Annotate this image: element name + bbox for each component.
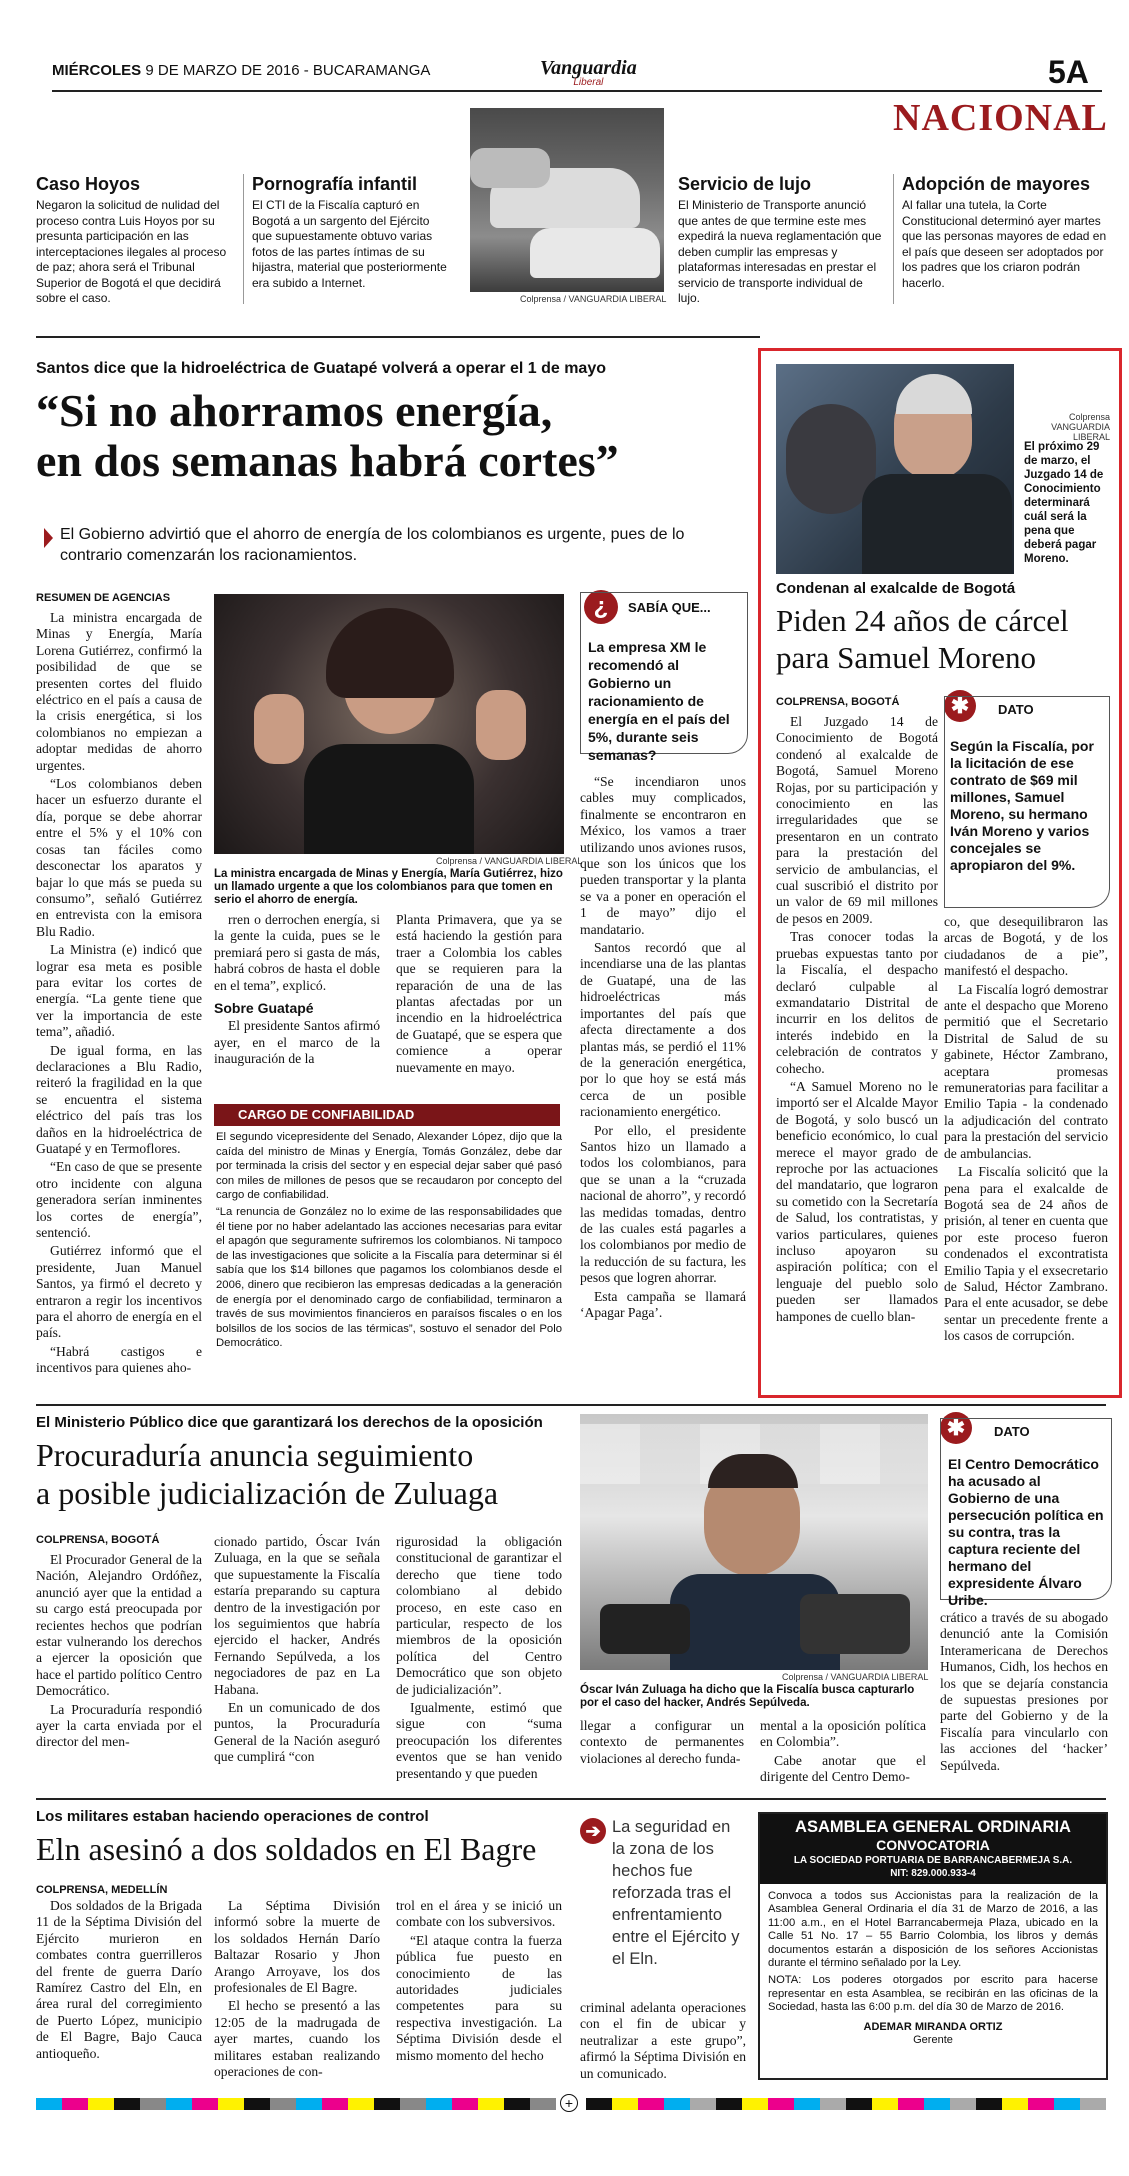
zuluaga-photo-caption: Óscar Iván Zuluaga ha dicho que la Fiscalía busca capturarlo por el caso del hacker, Andrés Sepúlveda. bbox=[580, 1684, 915, 1709]
ad-note: NOTA: Los poderes otorgados por escrito para hacerse representar en esta Asamblea, se recibirán en las oficinas de la Sociedad, hasta las 6:00 p.m. del día 30 de Marzo de 2016. bbox=[768, 1974, 1098, 2014]
main-col2: rren o derrochen energía, si la gente la cuida, pues se le premiará pero si gasta de más, habrá cobros de hasta el doble en el tema”, explicó. Sobre Guatapé El presidente Santos afirmó ayer, en el marco de la inauguración de la bbox=[214, 912, 380, 1067]
zuluaga-col6: crático a través de su abogado denunció ante la Comisión Interamericana de Derechos Humanos, Cidh, los hechos en los que se dejaría constancia de supuestas presiones por parte del Gobierno y de la Fiscalía para vincularlo con las acciones del ‘hacker’ Sepúlveda. bbox=[940, 1610, 1108, 1773]
minister-photo-caption: La ministra encargada de Minas y Energía, María Gutiérrez, hizo un llamado urgente a que los colombianos para que tomen en serio el ahorro de energía. bbox=[214, 868, 563, 906]
moreno-photo-caption: El próximo 29 de marzo, el Juzgado 14 de Conocimiento determinará cuál será la pena que deberá pagar Moreno. bbox=[1024, 441, 1104, 565]
info-icon: ¿ bbox=[584, 590, 618, 624]
eln-pull-quote: La seguridad en la zona de los hechos fue reforzada tras el enfrentamiento entre el Ejército y el Eln. bbox=[612, 1818, 740, 1968]
top-photo-credit: Colprensa / VANGUARDIA LIBERAL bbox=[520, 294, 667, 304]
minister-photo bbox=[214, 594, 564, 854]
zuluaga-col4: llegar a configurar un contexto de permanentes violaciones al derecho funda- bbox=[580, 1718, 744, 1766]
ad-company: LA SOCIEDAD PORTUARIA DE BARRANCABERMEJA S.A. bbox=[793, 1855, 1073, 1866]
zuluaga-dato-icon: ✱ bbox=[940, 1412, 972, 1444]
ad-signer-role: Gerente bbox=[913, 2034, 953, 2047]
brief-caso-hoyos: Caso Hoyos Negaron la solicitud de nulidad del proceso contra Luis Hoyos por su presunta participación en las interceptaciones ilegales al proceso de paz; ahora será el Tribunal Superior de Bogotá el que decidirá sobre el caso. bbox=[36, 174, 227, 305]
eln-col4: criminal adelanta operaciones con el fin de ubicar y neutralizar a este grupo”, afirmó la Séptima División en un comunicado. bbox=[580, 2000, 746, 2081]
color-registration-bar-right bbox=[586, 2098, 1106, 2110]
ad-signer: ADEMAR MIRANDA ORTIZ bbox=[863, 2020, 1003, 2033]
zuluaga-headline: Procuraduría anuncia seguimiento a posible judicialización de Zuluaga bbox=[36, 1437, 499, 1511]
moreno-headline: Piden 24 años de cárcel para Samuel Moreno bbox=[776, 603, 1069, 675]
moreno-byline: COLPRENSA, BOGOTÁ bbox=[776, 696, 900, 708]
confiabilidad-title: CARGO DE CONFIABILIDAD bbox=[214, 1104, 560, 1126]
deck-marker bbox=[44, 528, 53, 548]
moreno-dato-title: DATO bbox=[998, 702, 1034, 717]
zuluaga-col5: mental a la oposición política en Colombia”. Cabe anotar que el dirigente del Centro Demo- bbox=[760, 1718, 926, 1785]
zuluaga-photo-credit: Colprensa / VANGUARDIA LIBERAL bbox=[782, 1672, 929, 1682]
main-col4: “Se incendiaron unos cables muy complicados, finalmente se encontraron en México, los vamos a traer utilizando unos aviones rusos, que son los únicos que los pueden transportar y la planta se va a poner en operación el 1 de mayo” dijo el mandatario. Santos recordó que al incendiarse una de las plantas de Guatapé, una de las hidroeléctricas más importantes del país que afecta directamente a dos plantas más, se perdió el 11% de la generación energética, por lo que hoy se está más cerca de un posible racionamiento energético. Por ello, el presidente Santos hizo un llamado a todos los colombianos, para que se unan a la “cruzada nacional de ahorro”, y recordó las medidas tomadas, dentro de las cuales está pagarles a los colombianos por medio de la reducción de su factura, les pesos que logren ahorrar. Esta campaña se llamará ‘Apagar Paga’. bbox=[580, 774, 746, 1320]
dato-icon: ✱ bbox=[944, 690, 976, 722]
zuluaga-col1: El Procurador General de la Nación, Alejandro Ordóñez, anunció ayer que la entidad a su cargo está preocupada por recientes hechos que podrían estar vulnerando los derechos a ejercer la oposición que hace el partido político Centro Democrático. La Procuraduría respondió ayer la carta enviada por el director del men- bbox=[36, 1552, 202, 1750]
ad-title: ASAMBLEA GENERAL ORDINARIA bbox=[795, 1818, 1071, 1836]
zuluaga-photo bbox=[580, 1414, 928, 1670]
moreno-kicker: Condenan al exalcalde de Bogotá bbox=[776, 580, 1016, 597]
ad-subtitle: CONVOCATORIA bbox=[876, 1837, 990, 1853]
main-deck: El Gobierno advirtió que el ahorro de energía de los colombianos es urgente, pues de lo contrario comenzarán los racionamientos. bbox=[60, 526, 685, 564]
arrow-icon: ➔ bbox=[580, 1818, 606, 1844]
assembly-ad bbox=[758, 1812, 1108, 2080]
main-col1: La ministra encargada de Minas y Energía, María Lorena Gutiérrez, confirmó la posibilidad de que se presenten cortes del fluido eléctrico en el país a causa de la crisis energética, si los colombianos no empiezan a adoptar medidas de ahorro urgentes. “Los colombianos deben hacer un esfuerzo durante el día, porque se debe ahorrar entre el 5% y el 10% con cosas tan fáciles como desconectar los aparatos y bajar lo que más se pueda su consumo”, señaló Gutiérrez en entrevista con la emisora Blu Radio. La Ministra (e) indicó que lograr esa meta es posible para evitar los cortes de energía. “La gente tiene que ver la importancia de este tema”, añadió. De igual forma, en las declaraciones a Blu Radio, reiteró la fragilidad en la que se encuentra el sistema eléctrico del país tras los daños en la hidroeléctrica de Guatapé y en Termoflores. “En caso de que se presente otro incidente con alguna generadora serían inminentes los cortes de energía”, sentenció. Gutiérrez informó que el presidente, Juan Manuel Santos, ya firmó el decreto y entraron a regir los incentivos para el ahorro de energía en el país. “Habrá castigos e incentivos para quienes aho- bbox=[36, 610, 202, 1376]
moreno-col2: co, que desequilibraron las arcas de Bogotá, y de los ciudadanos de a pie”, manifestó el despacho. La Fiscalía logró demostrar ante el despacho que Moreno permitió que el Secretario Distrital de Salud de su gabinete, Héctor Zambrano, aceptara promesas remuneratorias para facilitar a Emilio Tapia - la condenado la adjudicación del contrato para la prestación del servicio de ambulancias. La Fiscalía solicitó que la pena para el exalcalde de Bogotá sea de 24 años de prisión, al tener en cuenta que por este proceso fueron condenados el excontratista Emilio Tapia y el exsecretario de Salud, Héctor Zambrano. Para el ente acusador, se debe sentar un precedente frente a los casos de corrupción. bbox=[944, 914, 1108, 1344]
minister-photo-credit: Colprensa / VANGUARDIA LIBERAL bbox=[436, 856, 583, 866]
eln-col1: Dos soldados de la Brigada 11 de la Séptima División del Ejército murieron en combates contra guerrilleros del frente de guerra Darío Ramírez Castro del Eln, en área rural del corregimiento de Puerto López, municipio de El Bagre, Bajo Cauca antioqueño. bbox=[36, 1898, 202, 2061]
moreno-photo bbox=[776, 364, 1014, 574]
registration-mark-icon: + bbox=[560, 2094, 578, 2112]
moreno-dato-body: Según la Fiscalía, por la licitación de ese contrato de $69 mil millones, Samuel Moreno, su hermano Iván Moreno y varios concejales se apropiaron del 9%. bbox=[950, 738, 1094, 873]
eln-col2: La Séptima División informó sobre la muerte de los soldados Hernán Darío Baltazar Rosario y Jhon Arango Arroyave, los dos profesionales de El Bagre. El hecho se presentó a las 12:05 de la madrugada de ayer martes, cuando los militares estaban realizando operaciones de con- bbox=[214, 1898, 380, 2080]
zuluaga-byline: COLPRENSA, BOGOTÁ bbox=[36, 1534, 160, 1546]
main-headline: “Si no ahorramos energía, en dos semanas habrá cortes” bbox=[36, 385, 619, 486]
header-date bbox=[52, 62, 430, 79]
brief-pornografia: Pornografía infantil El CTI de la Fiscalía capturó en Bogotá a un sargento del Ejército que supuestamente obtuvo varias fotos de las partes íntimas de su hijastra, material que posteriormente era subido a Internet. bbox=[252, 174, 447, 290]
confiabilidad-body: El segundo vicepresidente del Senado, Alexander López, dijo que la caída del ministro de Minas y Energía, Tomás González, debe dar por terminada la crisis del sector y en especial dejar saber qué pasó con miles de millones de pesos que se recaudaron por concepto del cargo de confiabilidad. “La renuncia de González no lo exime de las responsabilidades que él tiene por no haber adelantado las acciones necesarias para evitar el apagón que seguramente sufriremos los colombianos. Ni tampoco de las investigaciones que solicite a la Fiscalía para determinar si él sabía que los $14 billones que pagamos los colombianos desde el 2006, dinero que recibieron las empresas dedicadas a la generación de energía por el denominado cargo de confiabilidad, terminaron a través de sus movimientos financieros en paraísos fiscales o en los bolsillos de los socios de las térmicas”, sostuvo el senador del Polo Democrático. bbox=[216, 1131, 562, 1350]
page-number: 5A bbox=[1048, 54, 1089, 90]
brief-servicio-lujo: Servicio de lujo El Ministerio de Transporte anunció que antes de que termine este mes expedirá la nueva reglamentación que deben cumplir las empresas y plataformas interesadas en prestar el servicio de transporte individual de lujo. bbox=[678, 174, 882, 305]
ad-nit: NIT: 829.000.933-4 bbox=[890, 1868, 976, 1879]
brief-adopcion: Adopción de mayores Al fallar una tutela, la Corte Constitucional determinó ayer martes que las personas mayores de edad en el país que deseen ser adoptados por los padres que los criaron podrán hacerlo. bbox=[902, 174, 1107, 290]
zuluaga-col3: rigurosidad la obligación constitucional de garantizar el derecho que tiene todo colombiano al debido proceso, en este caso en particular, respecto de los miembros de la oposición política del Centro Democrático que son objeto de judicialización”. Igualmente, estimó que sigue con “suma preocupación los diferentes eventos que se han venido presentando y que pueden bbox=[396, 1534, 562, 1781]
zuluaga-kicker: El Ministerio Público dice que garantizará los derechos de la oposición bbox=[36, 1414, 543, 1431]
zuluaga-col2: cionado partido, Óscar Iván Zuluaga, en la que se señala que supuestamente la Fiscalía estaría preparando su captura dentro de la investigación por los seguimientos que habría ejercido el hacker, Andrés Fernando Sepúlveda, a los negociadores de paz en La Habana. En un comunicado de dos puntos, la Procuraduría General de la Nación aseguró que cumplirá “con bbox=[214, 1534, 380, 1765]
sabia-que-body: La empresa XM le recomendó al Gobierno un racionamiento de energía en el país del 5%, durante seis semanas? bbox=[588, 639, 730, 763]
ad-body: Convoca a todos sus Accionistas para la realización de la Asamblea General Ordinaria el día 31 de Marzo de 2016, a las 11:00 a.m., en el Hotel Barrancabermeja Plaza, ubicado en la Calle 51 No. 17 – 55 Barrio Colombia, los libros y demás documentos estarán a disposición de los señores Accionistas durante el término señalado por la Ley. bbox=[768, 1890, 1098, 1970]
date-rest: 9 DE MARZO DE 2016 - BUCARAMANGA bbox=[145, 62, 431, 79]
moreno-col1: El Juzgado 14 de Conocimiento de Bogotá condenó al exalcalde de Bogotá, Samuel Moreno Rojas, por su participación y conocimiento en las irregularidades que se presentaron en un contrato para la prestación del servicio de ambulancias, el cual suscribió el distrito por un valor de 69 mil millones de pesos en 2009. Tras conocer todas la pruebas expuestas tanto por la Fiscalía, el despacho declaró culpable al exmandatario Distrital de incurrir en los delitos de interés indebido en la celebración de contratos y cohecho. “A Samuel Moreno no le importó ser el Alcalde Mayor de Bogotá, y solo buscó un beneficio económico, lo cual merece el mayor grado de reproche por las actuaciones del mandatario, que lograron su cometido con la Secretaría de Salud, los contratistas, y varios particulares, quienes incluso apoyaron su aspiración política; con el lenguaje del pueblo solo pueden ser llamados hampones de cuello blan- bbox=[776, 714, 938, 1324]
section-title: NACIONAL bbox=[893, 97, 1108, 139]
moreno-photo-credit: Colprensa VANGUARDIA LIBERAL bbox=[1051, 412, 1110, 442]
main-byline: RESUMEN DE AGENCIAS bbox=[36, 592, 171, 604]
eln-headline: Eln asesinó a dos soldados en El Bagre bbox=[36, 1831, 537, 1867]
zuluaga-dato-title: DATO bbox=[994, 1424, 1030, 1439]
main-kicker: Santos dice que la hidroeléctrica de Guatapé volverá a operar el 1 de mayo bbox=[36, 360, 606, 377]
zuluaga-dato-body: El Centro Democrático ha acusado al Gobierno de una persecución política en su contra, tras la captura reciente del hermano del expresidente Álvaro Uribe. bbox=[948, 1456, 1104, 1608]
eln-byline: COLPRENSA, MEDELLÍN bbox=[36, 1884, 168, 1896]
main-col3: Planta Primavera, que ya se está haciendo la gestión para traer a Colombia los cables que se requieren para la reparación de una de las plantas afectadas por un incendio en la hidroeléctrica de Guatapé, que se espera que comience a operar nuevamente en mayo. bbox=[396, 912, 562, 1075]
sabia-que-title: SABÍA QUE... bbox=[628, 600, 711, 615]
masthead-logo: Vanguardia Liberal bbox=[540, 57, 637, 88]
eln-kicker: Los militares estaban haciendo operaciones de control bbox=[36, 1808, 429, 1825]
color-registration-bar-left bbox=[36, 2098, 556, 2110]
top-photo-cars bbox=[470, 108, 664, 292]
eln-col3: trol en el área y se inició un combate con los subversivos. “El ataque contra la fuerza pública fue puesto en conocimiento de las autoridades judiciales competentes para su respectiva investigación. La Séptima División desde el mismo momento del hecho bbox=[396, 1898, 562, 2063]
date-day: MIÉRCOLES bbox=[52, 62, 142, 79]
